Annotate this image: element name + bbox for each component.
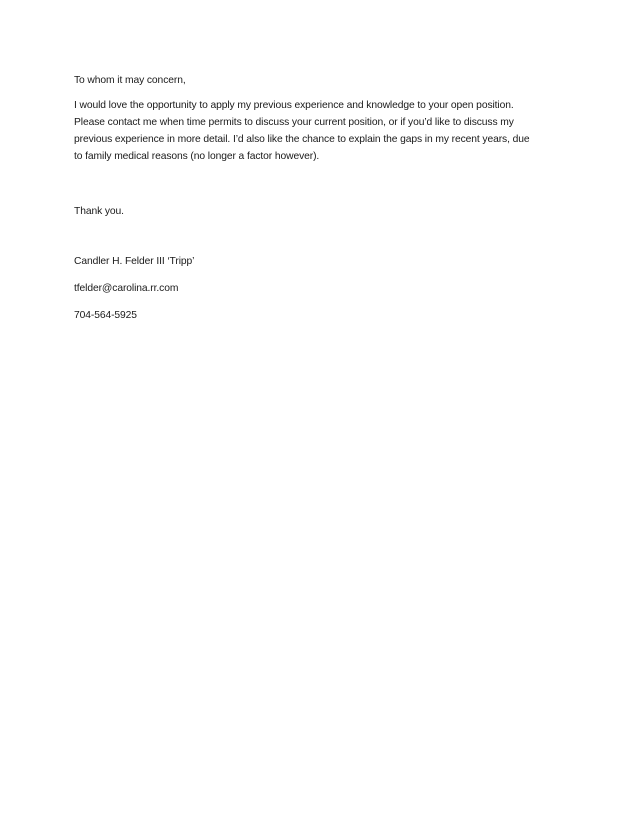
- signature-name: Candler H. Felder III ‘Tripp’: [74, 256, 195, 267]
- contact-email: tfelder@carolina.rr.com: [74, 283, 179, 294]
- body-line: Please contact me when time permits to discuss your current position, or if you’d like to discuss my: [74, 117, 514, 128]
- body-line: previous experience in more detail. I’d also like the chance to explain the gaps in my recent years, due: [74, 134, 530, 145]
- closing: Thank you.: [74, 206, 124, 217]
- letter-body: [74, 97, 566, 165]
- body-line: to family medical reasons (no longer a factor however).: [74, 151, 320, 162]
- salutation: To whom it may concern,: [74, 75, 186, 86]
- body-line: I would love the opportunity to apply my previous experience and knowledge to your open position.: [74, 100, 514, 111]
- contact-phone: 704-564-5925: [74, 310, 137, 321]
